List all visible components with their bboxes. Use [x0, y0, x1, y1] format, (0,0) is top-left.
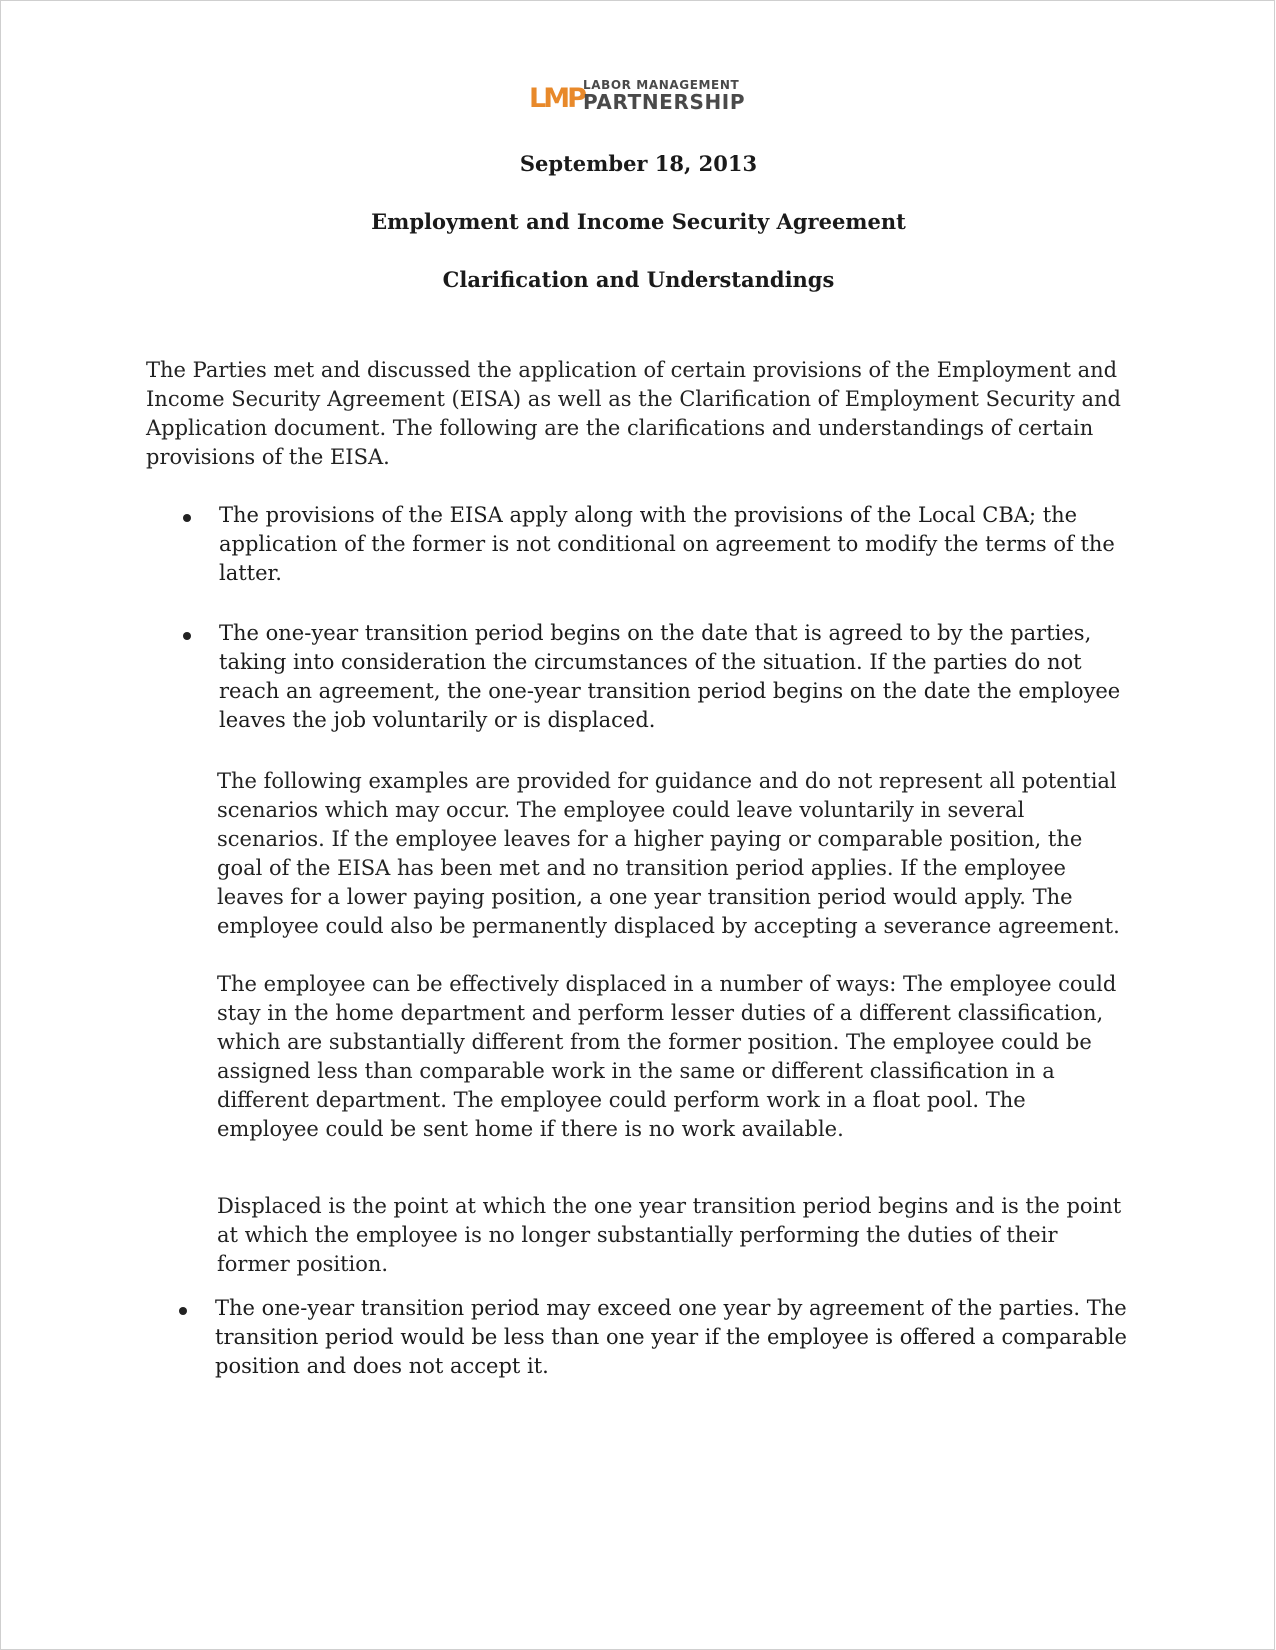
examples-paragraph: The following examples are provided for guidance and do not represent all potential scenarios which may occur. The employee could leave voluntarily in several scenarios. If the employee leaves for a higher paying or comparable position, the goal of the EISA has been met and no transition period applies. If the employee leaves for a lower paying position, a one year transition period would apply. The employee could also be permanently displaced by accepting a severance agreement. — [217, 769, 1120, 938]
bullet-icon — [179, 1307, 187, 1315]
bullet-item-3: The one-year transition period may exceed one year by agreement of the parties. The transition period would be less than one year if the employee is offered a comparable position and does not accept it. — [215, 1296, 1127, 1378]
bullet-icon — [183, 514, 191, 522]
document-date: September 18, 2013 — [519, 151, 758, 176]
bullet-item-2: The one-year transition period begins on the date that is agreed to by the parties, taking into consideration the circumstances of the situation. If the parties do not reach an agreement, the one-year transition period begins on the date the employee leaves the job voluntarily or is displaced. — [219, 621, 1121, 732]
document-subtitle: Clarification and Understandings — [442, 267, 835, 292]
logo-line-1: LABOR MANAGEMENT — [583, 78, 740, 92]
displacement-paragraph: The employee can be effectively displaced in a number of ways: The employee could stay in the home department and perform lesser duties of a different classification, which are substantially different from the former position. The employee could be assigned less than comparable work in the same or different classification in a different department. The employee could perform work in a float pool. The employee could be sent home if there is no work available. — [217, 972, 1117, 1141]
logo-wordmark — [583, 79, 745, 112]
lmp-logo — [529, 79, 745, 112]
intro-paragraph: The Parties met and discussed the application of certain provisions of the Employment and Income Security Agreement (EISA) as well as the Clarification of Employment Security and Application document. The following are the clarifications and understandings of certain provisions of the EISA. — [146, 358, 1121, 469]
lmp-logo-mark-icon — [529, 81, 584, 114]
svg-text:LMP: LMP — [529, 82, 584, 114]
logo-line-2: PARTNERSHIP — [583, 90, 746, 114]
document-title: Employment and Income Security Agreement — [371, 209, 906, 234]
displaced-definition-paragraph: Displaced is the point at which the one year transition period begins and is the point at which the employee is no longer substantially performing the duties of their former position. — [217, 1194, 1122, 1276]
bullet-item-1: The provisions of the EISA apply along with the provisions of the Local CBA; the application of the former is not conditional on agreement to modify the terms of the latter. — [219, 503, 1115, 585]
bullet-icon — [183, 632, 191, 640]
